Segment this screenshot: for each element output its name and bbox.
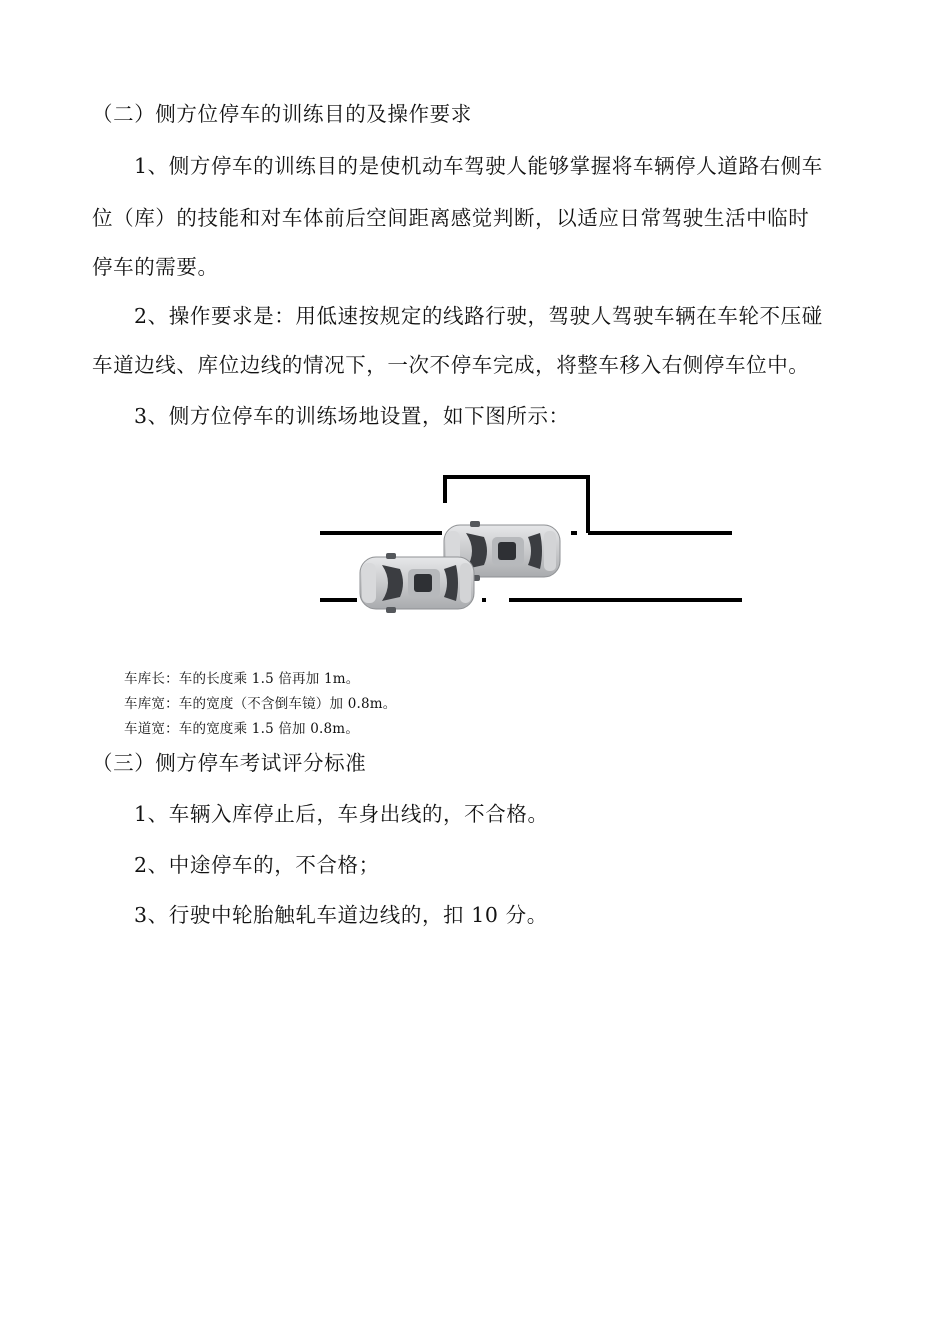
parking-diagram [300,465,760,625]
paragraph2-line2: 车道边线、库位边线的情况下，一次不停车完成，将整车移入右侧停车位中。 [92,353,810,377]
note-bay-width: 车库宽：车的宽度（不含倒车镜）加 0.8m。 [124,696,397,712]
criterion-1: 1、车辆入库停止后，车身出线的，不合格。 [134,802,549,826]
paragraph2-line1: 2、操作要求是：用低速按规定的线路行驶，驾驶人驾驶车辆在车轮不压碰 [134,304,823,328]
paragraph1-line1: 1、侧方停车的训练目的是使机动车驾驶人能够掌握将车辆停人道路右侧车 [134,154,823,178]
note-lane-width: 车道宽：车的宽度乘 1.5 倍加 0.8m。 [124,721,360,737]
criterion-3: 3、行驶中轮胎触轧车道边线的，扣 10 分。 [134,903,548,927]
section2-heading: （二）侧方位停车的训练目的及操作要求 [92,102,472,126]
driving-car-icon [360,553,474,613]
section3-heading: （三）侧方停车考试评分标准 [92,751,367,775]
note-bay-length: 车库长：车的长度乘 1.5 倍再加 1m。 [124,671,360,687]
paragraph3-line1: 3、侧方位停车的训练场地设置，如下图所示： [134,404,570,428]
paragraph1-line2: 位（库）的技能和对车体前后空间距离感觉判断，以适应日常驾驶生活中临时 [92,206,810,230]
paragraph1-line3: 停车的需要。 [92,255,219,279]
criterion-2: 2、中途停车的，不合格； [134,853,380,877]
